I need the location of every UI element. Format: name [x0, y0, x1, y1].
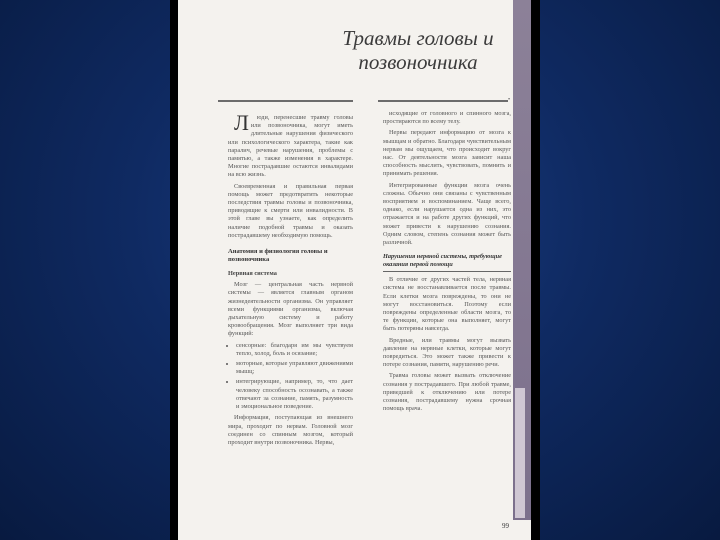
drop-cap: Л	[234, 110, 249, 135]
right-paragraph-3: Интегрированные функции мозга очень сложны. Обычно они связаны с чувственным восприятием и воспоминанием. Чаще всего, однако, если нарушается одна из них, это отражается и на работе других функций, что может привести к нарушению сознания. Одним словом, степень сознания может быть различной.	[383, 181, 511, 247]
list-item: • интегрирующие, например, то, что дает человеку способность осознавать, а также отвечают за сознание, память, разумность и эмоциональное поведение.	[236, 378, 353, 411]
right-paragraph-2: Нервы передают информацию от мозга к мышцам и обратно. Благодаря чувствительным нервам мы ощущаем, что происходит вокруг нас. От деятельности мозга зависит наша способность мыслить, чувствовать, помнить и принимать решения.	[383, 129, 511, 178]
left-column	[228, 110, 353, 450]
chapter-title-line1: Травмы головы и	[342, 26, 494, 50]
intro-paragraph-1	[228, 110, 353, 180]
body-paragraph-end: Информация, поступающая из внешнего мира, проходит по нервам. Головной мозг соединен со спинным мозгом, который проходит внутри позвоночника. Нервы,	[228, 414, 353, 446]
page-number: 99	[502, 522, 509, 530]
subheading: Нервная система	[228, 270, 277, 278]
section-heading: Анатомия и физиология головы и позвоночника	[228, 248, 328, 264]
right-paragraph-6: Травма головы может вызвать отключение сознания у пострадавшего. При любой травме, приведшей к отключению или потере сознания, пострадавшему нужна срочная помощь врача.	[383, 372, 511, 413]
list-item: • сенсорные: благодаря им мы чувствуем тепло, холод, боль и осязание;	[236, 342, 353, 358]
book-page	[178, 0, 531, 540]
scanned-page-frame	[170, 0, 540, 540]
body-paragraph: Мозг — центральная часть нервной системы — является главным органом жизнедеятельности организма. Он управляет всеми функциями организма, включая дыхательную систему и работу кровообращения. Мозг выполняет три вида функций:	[228, 281, 353, 338]
functions-list	[228, 342, 353, 412]
right-paragraph-5: Вредные, или травмы могут вызвать давление на нервные клетки, которые могут повредиться. Это может также привести к потере сознания, памяти, нарушению речи.	[383, 336, 511, 369]
right-column-rule	[378, 100, 508, 102]
right-paragraph-4: В отличие от других частей тела, нервная система не восстанавливается после травмы. Если клетки мозга повреждены, то они не могут восстановиться. Поэтому если повреждены определенные области мозга, то те функции, которые она выполняет, могут быть потеряны навсегда.	[383, 276, 511, 333]
page-side-tab	[515, 388, 525, 518]
right-column	[383, 110, 511, 417]
list-item: • моторные, которые управляют движениями мышц;	[236, 360, 353, 376]
intro-paragraph-2: Своевременная и правильная первая помощь может предотвратить некоторые последствия травмы головы и позвоночника, приводящие к смерти или инвалидности. В этой главе вы узнаете, как определить наличие подобной травмы и оказать пострадавшему необходимую помощь.	[228, 182, 353, 239]
right-paragraph-1: исходящие от головного и спинного мозга, простираются по всему телу.	[383, 110, 511, 126]
decorative-dot: •	[508, 97, 511, 103]
left-column-rule	[218, 100, 353, 102]
callout-heading: Нарушения нервной системы, требующие оказания первой помощи	[383, 253, 511, 272]
chapter-title-line2: позвоночника	[358, 50, 478, 74]
chapter-title	[318, 26, 518, 74]
intro-text-1: юди, перенесшие травму головы или позвоночника, могут иметь длительные нарушения физического или психологического характера, такие как паралич, речевые нарушения, проблемы с памятью, а также изменения в характере. Многие пострадавшие остаются инвалидами на всю жизнь.	[228, 114, 353, 179]
